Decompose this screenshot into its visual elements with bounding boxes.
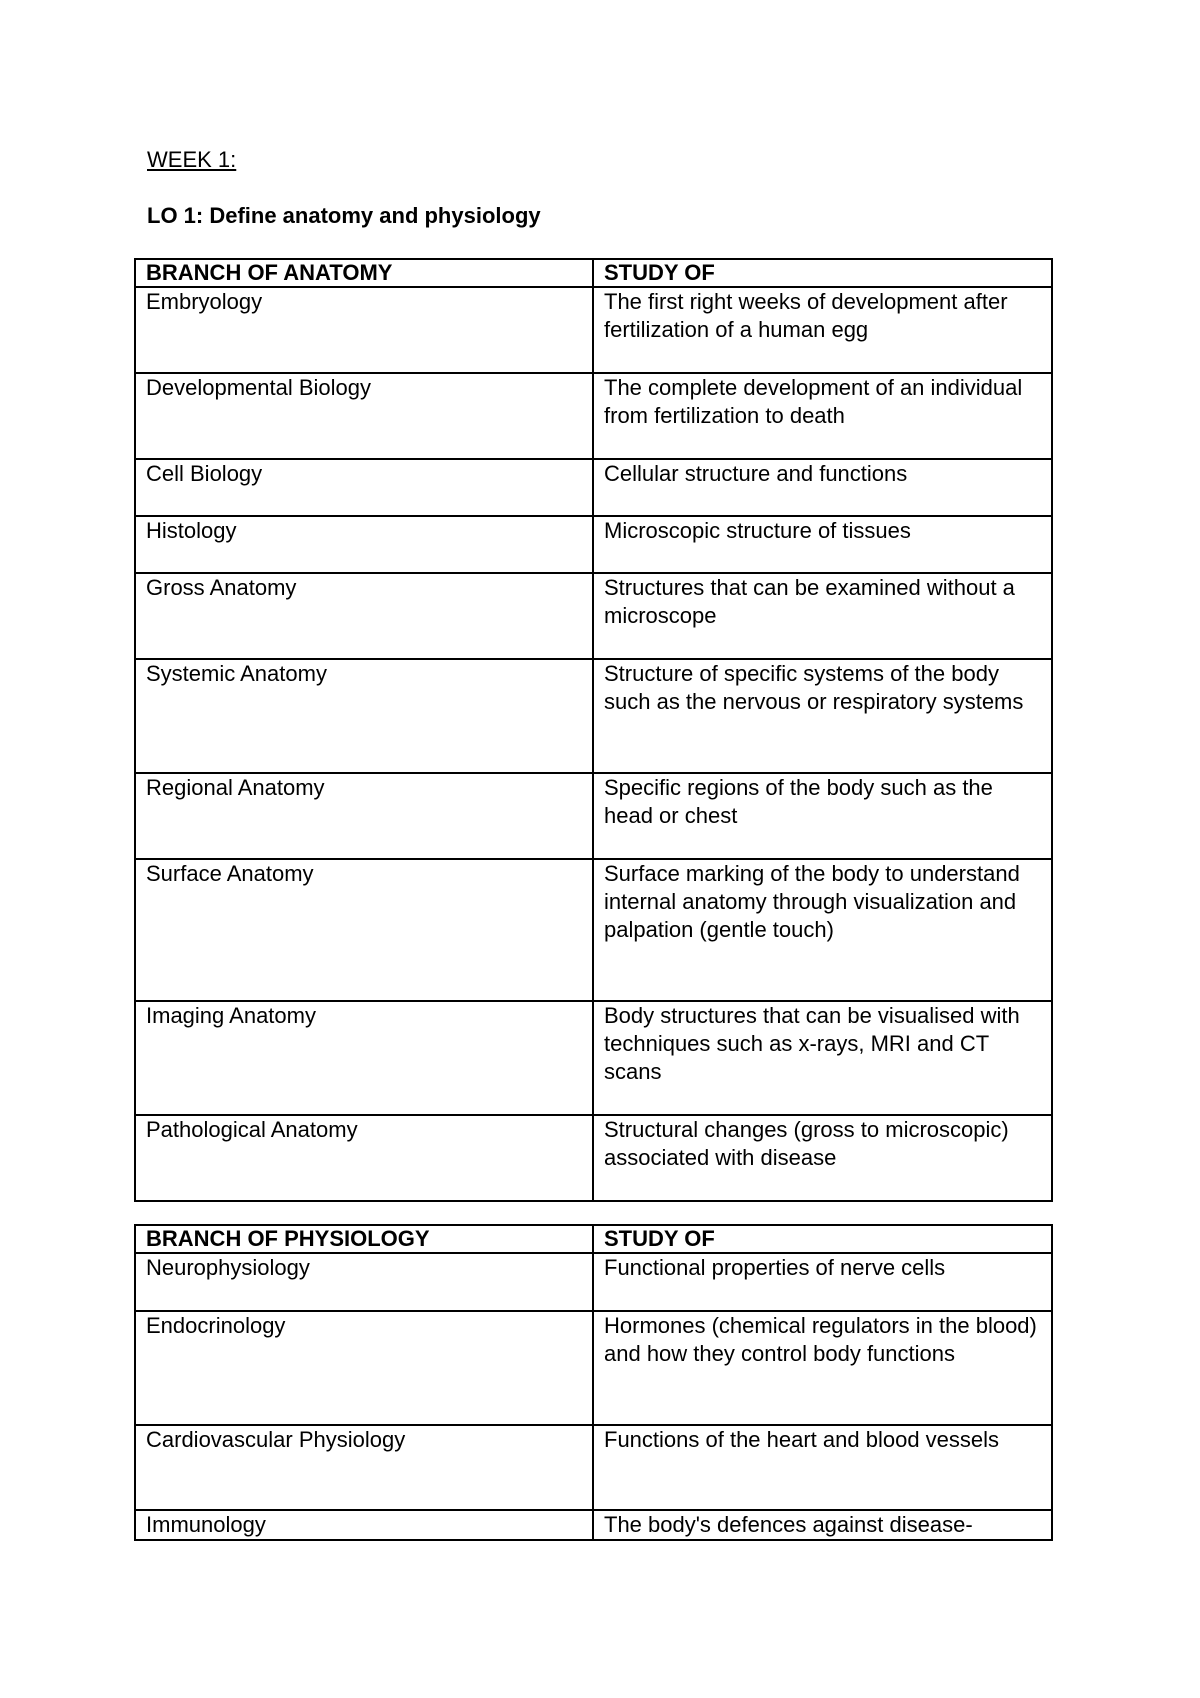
table-row — [135, 459, 1052, 516]
branch-cell: Embryology — [135, 287, 593, 373]
table-header-row — [135, 1225, 1052, 1253]
study-cell: The body's defences against disease- — [593, 1510, 1052, 1540]
study-cell: Cellular structure and functions — [593, 459, 1052, 516]
learning-objective-heading: LO 1: Define anatomy and physiology — [147, 203, 541, 228]
table-row — [135, 373, 1052, 459]
branch-cell: Cell Biology — [135, 459, 593, 516]
branch-cell: Histology — [135, 516, 593, 573]
branch-cell: Neurophysiology — [135, 1253, 593, 1311]
table-header-row — [135, 259, 1052, 287]
study-cell: The first right weeks of development after fertilization of a human egg — [593, 287, 1052, 373]
branch-cell: Regional Anatomy — [135, 773, 593, 859]
table-row — [135, 573, 1052, 659]
study-cell: Structures that can be examined without a microscope — [593, 573, 1052, 659]
table-row — [135, 1311, 1052, 1425]
table-row — [135, 1253, 1052, 1311]
study-cell: Structure of specific systems of the body such as the nervous or respiratory systems — [593, 659, 1052, 773]
branch-cell: Endocrinology — [135, 1311, 593, 1425]
table-row — [135, 1425, 1052, 1510]
branch-cell: Imaging Anatomy — [135, 1001, 593, 1115]
table-row — [135, 516, 1052, 573]
study-cell: Functional properties of nerve cells — [593, 1253, 1052, 1311]
column-header-branch: BRANCH OF ANATOMY — [135, 259, 593, 287]
anatomy-branches-table — [134, 258, 1053, 1202]
branch-cell: Surface Anatomy — [135, 859, 593, 1001]
table-row — [135, 1115, 1052, 1201]
study-cell: Functions of the heart and blood vessels — [593, 1425, 1052, 1510]
branch-cell: Pathological Anatomy — [135, 1115, 593, 1201]
study-cell: Surface marking of the body to understand internal anatomy through visualization and palpation (gentle touch) — [593, 859, 1052, 1001]
column-header-study: STUDY OF — [593, 1225, 1052, 1253]
study-cell: Body structures that can be visualised with techniques such as x-rays, MRI and CT scans — [593, 1001, 1052, 1115]
table-row — [135, 773, 1052, 859]
study-cell: Structural changes (gross to microscopic) associated with disease — [593, 1115, 1052, 1201]
table-row — [135, 659, 1052, 773]
table-row — [135, 1510, 1052, 1540]
branch-cell: Immunology — [135, 1510, 593, 1540]
table-row — [135, 1001, 1052, 1115]
branch-cell: Gross Anatomy — [135, 573, 593, 659]
table-row — [135, 287, 1052, 373]
branch-cell: Developmental Biology — [135, 373, 593, 459]
study-cell: Hormones (chemical regulators in the blood) and how they control body functions — [593, 1311, 1052, 1425]
column-header-branch: BRANCH OF PHYSIOLOGY — [135, 1225, 593, 1253]
week-heading: WEEK 1: — [147, 147, 237, 172]
study-cell: Specific regions of the body such as the head or chest — [593, 773, 1052, 859]
column-header-study: STUDY OF — [593, 259, 1052, 287]
branch-cell: Cardiovascular Physiology — [135, 1425, 593, 1510]
study-cell: Microscopic structure of tissues — [593, 516, 1052, 573]
table-row — [135, 859, 1052, 1001]
study-cell: The complete development of an individual from fertilization to death — [593, 373, 1052, 459]
physiology-branches-table — [134, 1224, 1053, 1541]
branch-cell: Systemic Anatomy — [135, 659, 593, 773]
